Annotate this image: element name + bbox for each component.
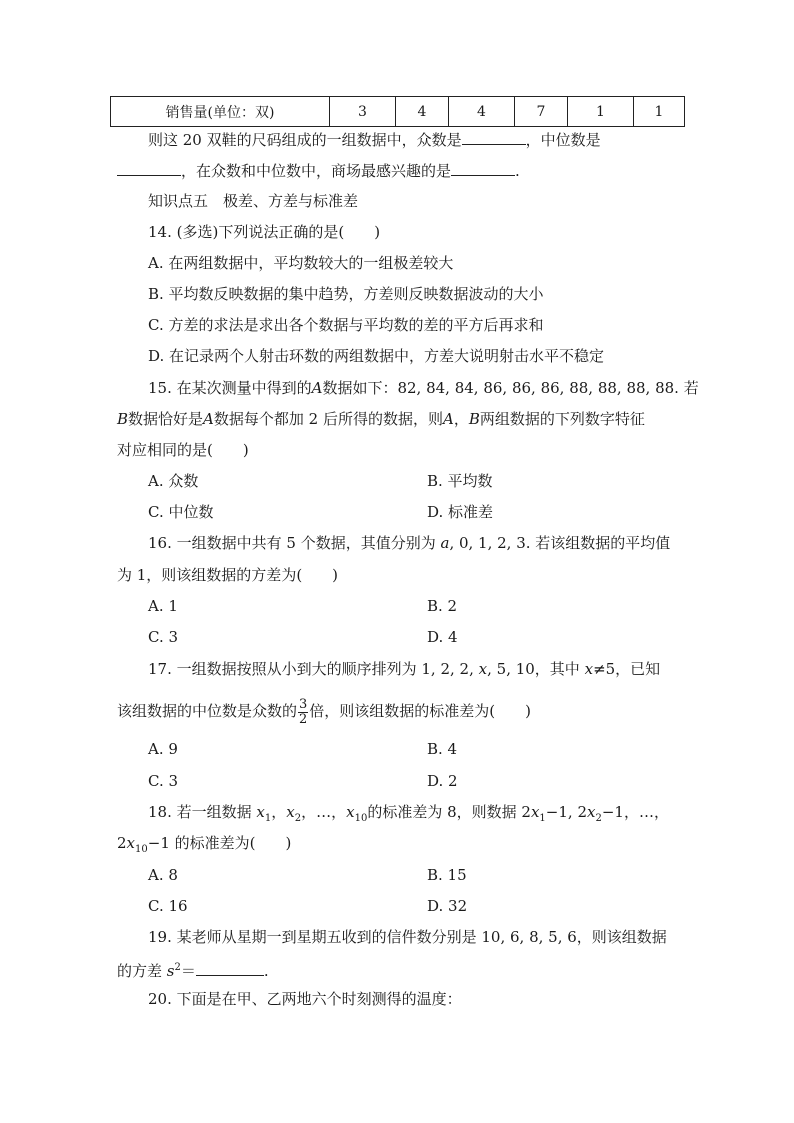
table-cell: 1 [568, 97, 634, 127]
q13-line1 [0, 125, 794, 155]
q14-option-d: D. 在记录两个人射击环数的两组数据中，方差大说明射击水平不稳定 [148, 347, 605, 365]
q16-line2: 为 1，则该组数据的方差为( ) [117, 566, 339, 584]
table-cell: 4 [449, 97, 515, 127]
sales-table [110, 96, 685, 127]
q16-options-row1 [0, 591, 794, 621]
q17-option-b: B. 4 [427, 740, 458, 758]
q20-line1: 20. 下面是在甲、乙两地六个时刻测得的温度： [148, 990, 462, 1008]
q16-option-d: D. 4 [427, 628, 458, 646]
q17-options-row2 [0, 766, 794, 796]
q16-option-a: A. 1 [148, 597, 178, 615]
q18-line1: 18. 若一组数据 $x_1$，$x_2$，…，$x_{10}$的标准差为 8，则数据 $2x_1-1$, $2x_2-1$，…， [148, 803, 669, 824]
q15-option-a: A. 众数 [148, 472, 199, 490]
fraction: $\frac{3}{2}$ [299, 696, 308, 727]
q17-option-c: C. 3 [148, 772, 179, 790]
q15-option-b: B. 平均数 [427, 472, 493, 490]
q18-options-row1 [0, 860, 794, 890]
answer-blank [196, 959, 264, 976]
q17-line1: 17. 一组数据按照从小到大的顺序排列为 1, 2, 2, x, 5, 10，其中 x≠5，已知 [148, 660, 661, 678]
answer-blank [462, 128, 526, 145]
q17-option-d: D. 2 [427, 772, 458, 790]
q16-option-c: C. 3 [148, 628, 179, 646]
table-header-cell: 销售量(单位：双) [111, 97, 330, 127]
q14-stem: 14. (多选)下列说法正确的是( ) [148, 223, 381, 241]
q16-line1: 16. 一组数据中共有 5 个数据，其值分别为 a, 0, 1, 2, 3. 若该组数据的平均值 [148, 534, 671, 552]
q15-options-row2 [0, 497, 794, 527]
table-cell: 7 [515, 97, 568, 127]
q13-text: 则这 20 双鞋的尺码组成的一组数据中，众数是 [148, 131, 462, 149]
q19-line2: 的方差 $s^2=$ . [0, 953, 794, 983]
q18-option-c: C. 16 [148, 897, 188, 915]
q16-option-b: B. 2 [427, 597, 458, 615]
q18-option-a: A. 8 [148, 866, 178, 884]
q13-line2 [0, 156, 794, 186]
q15-options-row1 [0, 466, 794, 496]
q14-option-c: C. 方差的求法是求出各个数据与平均数的差的平方后再求和 [148, 316, 544, 334]
q15-option-d: D. 标准差 [427, 503, 494, 521]
q17-line2: 该组数据的中位数是众数的 $\frac{3}{2}$ 倍，则该组数据的标准差为( ) [117, 696, 532, 727]
q13-text: ，中位数是 [525, 131, 601, 149]
q18-options-row2 [0, 891, 794, 921]
q14-option-a: A. 在两组数据中，平均数较大的一组极差较大 [148, 254, 454, 272]
q15-option-c: C. 中位数 [148, 503, 214, 521]
q18-line2: $2x_{10}-1$ 的标准差为( ) [117, 834, 292, 855]
q18-option-d: D. 32 [427, 897, 468, 915]
q17-options-row1 [0, 734, 794, 764]
answer-blank [117, 159, 181, 176]
table-cell: 4 [396, 97, 449, 127]
q19-line1: 19. 某老师从星期一到星期五收到的信件数分别是 10, 6, 8, 5, 6，则该组数据 [148, 928, 667, 946]
q15-line2: B数据恰好是A数据每个都加 2 后所得的数据，则A，B两组数据的下列数字特征 [117, 410, 645, 428]
table-cell: 3 [330, 97, 396, 127]
section-title: 知识点五 极差、方差与标准差 [148, 192, 359, 210]
q16-options-row2 [0, 622, 794, 652]
q13-text: ，在众数和中位数中，商场最感兴趣的是 [181, 162, 452, 180]
q14-option-b: B. 平均数反映数据的集中趋势，方差则反映数据波动的大小 [148, 285, 544, 303]
q15-line1: 15. 在某次测量中得到的A数据如下：82, 84, 84, 86, 86, 86, 88, 88, 88, 88. 若 [148, 379, 699, 397]
table-row [111, 97, 685, 127]
q13-text: . [515, 162, 520, 180]
q18-option-b: B. 15 [427, 866, 467, 884]
q17-option-a: A. 9 [148, 740, 178, 758]
answer-blank [451, 159, 515, 176]
q15-line3: 对应相同的是( ) [117, 441, 249, 459]
table-cell: 1 [634, 97, 685, 127]
